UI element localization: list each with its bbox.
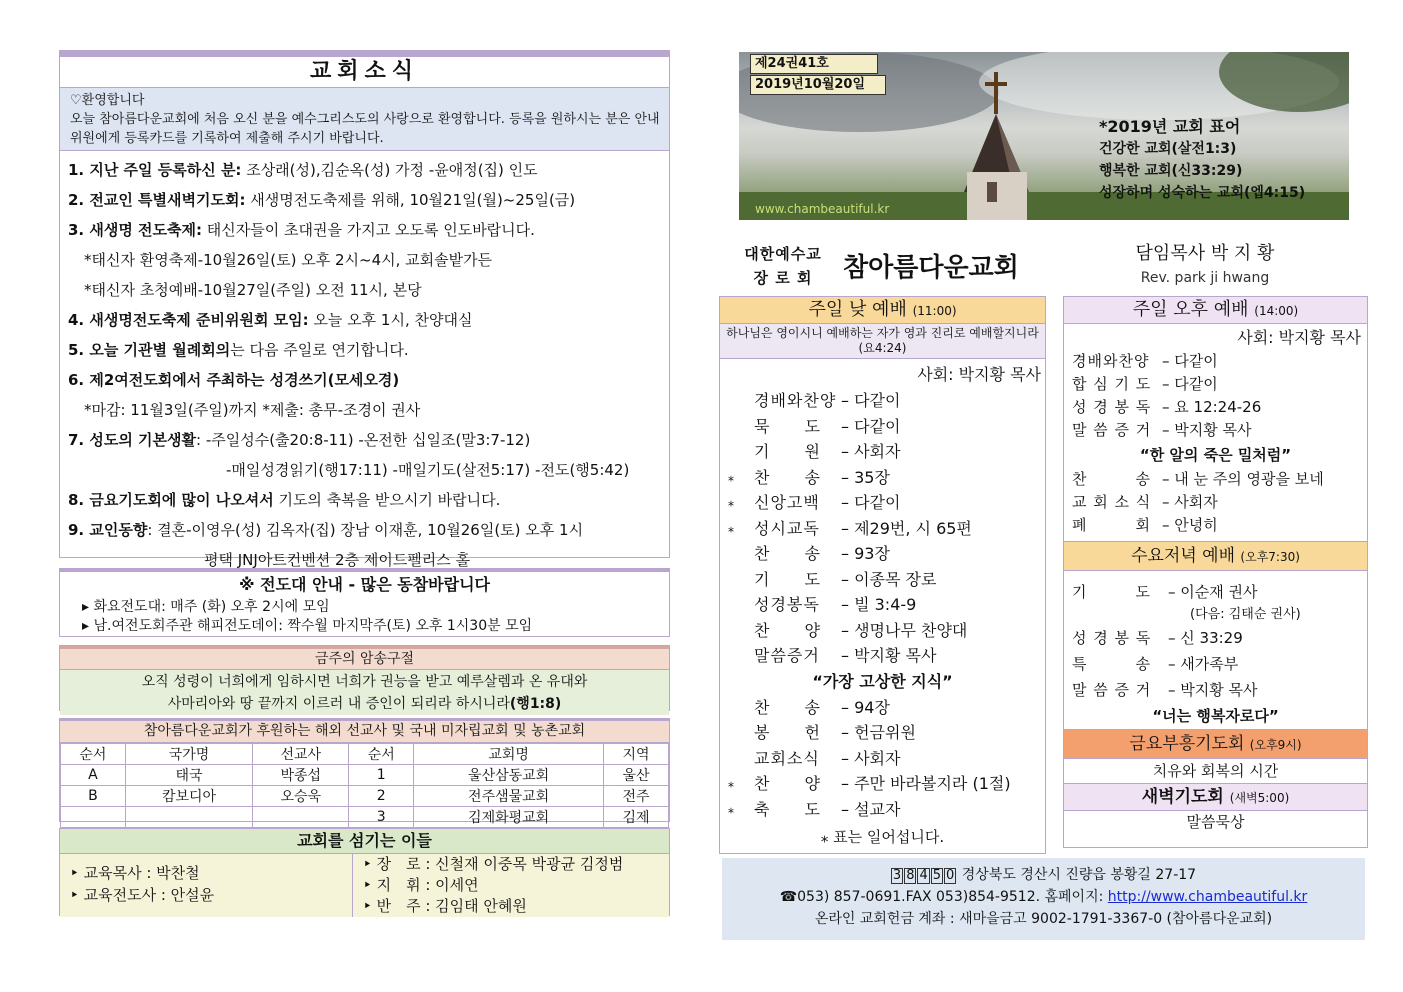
sunday-quote: 하나님은 영이시니 예배하는 자가 영과 진리로 예배할지니라(요4:24) xyxy=(720,324,1045,359)
standing-mark: ⁎ xyxy=(728,520,734,535)
order-row xyxy=(720,465,1045,491)
pastor-name: 담임목사 박 지 황 xyxy=(1135,243,1275,264)
order-label: 말씀증거 xyxy=(754,646,820,665)
order-row xyxy=(720,541,1045,567)
order-label: 성 경 봉 독 xyxy=(1072,629,1152,647)
order-row xyxy=(1064,677,1367,703)
servant-item: ‣ 교육목사 : 박찬철 xyxy=(70,864,200,882)
order-value: – 사회자 xyxy=(841,442,901,461)
issue-date: 2019년10월20일 xyxy=(750,75,886,95)
news-item xyxy=(68,215,663,245)
news-item xyxy=(68,245,663,275)
homepage-link[interactable]: http://www.chambeautiful.kr xyxy=(1107,889,1308,905)
friday-desc: 치유와 회복의 시간 xyxy=(1152,762,1279,780)
order-value: – 93장 xyxy=(841,544,890,563)
order-value: – 생명나무 찬양대 xyxy=(841,620,968,640)
missions-header: 지역 xyxy=(604,744,669,765)
news-item-text: 조상래(성),김순옥(성) 가정 -윤애정(집) 인도 xyxy=(241,161,538,179)
order-value: – 박지황 목사 xyxy=(841,646,937,665)
table-cell xyxy=(61,807,126,828)
news-item xyxy=(68,395,663,425)
servant-item: ‣ 장 로 : 신철재 이중목 박광균 김정범 xyxy=(363,855,624,873)
church-motto xyxy=(1099,116,1305,204)
motto-line: 행복한 교회(신33:29) xyxy=(1099,163,1243,179)
dawn-title-text: 새벽기도회 xyxy=(1141,787,1224,807)
order-label: 묵 도 xyxy=(754,416,821,436)
order-label: 축 도 xyxy=(754,799,821,819)
evangelism-line: ▸ 화요전도대: 매주 (화) 오후 2시에 모임 xyxy=(82,599,330,615)
order-label: 합 심 기 도 xyxy=(1072,375,1152,393)
order-row xyxy=(1064,419,1367,442)
news-item xyxy=(68,455,663,485)
order-row xyxy=(720,643,1045,669)
news-item-text: 기도의 축복을 받으시기 바랍니다. xyxy=(273,491,501,509)
table-cell: 캄보디아 xyxy=(125,786,252,807)
order-row xyxy=(720,567,1045,593)
dawn-desc: 말씀묵상 xyxy=(1186,813,1245,831)
cover-banner xyxy=(739,52,1349,220)
missions-table xyxy=(60,743,669,828)
order-value: – 다같이 xyxy=(841,391,901,410)
order-value: – 다같이 xyxy=(1162,375,1218,393)
address-line xyxy=(722,864,1365,886)
news-item-bold: 6. 제2여전도회에서 주최하는 성경쓰기(모세오경) xyxy=(68,371,400,389)
order-label: 기 도 xyxy=(1072,583,1151,601)
sunday-leader: 사회: 박지황 목사 xyxy=(917,365,1041,384)
order-row xyxy=(720,414,1045,440)
news-item-bold: 1. 지난 주일 등록하신 분: xyxy=(68,161,242,179)
sunday-time: (11:00) xyxy=(912,304,957,318)
order-row xyxy=(1064,579,1367,605)
order-value: – 박지황 목사 xyxy=(1168,681,1258,699)
news-items xyxy=(60,151,669,575)
order-label: 찬 송 xyxy=(754,544,821,563)
news-item-text: 새생명전도축제를 위해, 10월21일(월)~25일(금) xyxy=(245,191,576,209)
order-value: – 제29번, 시 65편 xyxy=(841,518,972,538)
wednesday-sermon-title: “너는 행복자로다” xyxy=(1152,707,1279,725)
church-news-box xyxy=(59,50,670,569)
servants-body xyxy=(60,854,669,917)
order-value: – 안녕히 xyxy=(1162,516,1218,534)
memory-verse-ref: (행1:8) xyxy=(509,696,562,712)
table-cell: 울산삼동교회 xyxy=(414,765,604,786)
order-row xyxy=(720,388,1045,414)
afternoon-leader: 사회: 박지황 목사 xyxy=(1237,328,1361,347)
evangelism-line: ▸ 남.여전도회주관 해피전도데이: 짝수월 마지막주(토) 오후 1시30분 모임 xyxy=(82,618,533,634)
afternoon-service-title xyxy=(1064,297,1367,324)
news-item-bold: 4. 새생명전도축제 준비위원회 모임: xyxy=(68,311,309,329)
order-label: 찬 송 xyxy=(1072,470,1151,488)
sunday-sermon-title: “가장 고상한 지식” xyxy=(812,671,953,691)
motto-line: 건강한 교회(살전1:3) xyxy=(1099,141,1237,157)
order-label: 교회소식 xyxy=(754,748,820,768)
order-row xyxy=(720,490,1045,516)
news-item-bold: 3. 새생명 전도축제: xyxy=(68,221,203,239)
denomination-line: 장 로 회 xyxy=(753,269,813,287)
order-label: 찬 양 xyxy=(754,774,821,793)
zip-digit: 5 xyxy=(932,868,942,883)
table-cell: 3 xyxy=(349,807,414,828)
table-cell: 2 xyxy=(349,786,414,807)
news-item-text: : 결혼-이영우(성) 김옥자(집) 장남 이재훈, 10월26일(토) 오후 1시 xyxy=(147,521,584,539)
table-cell: 전주 xyxy=(604,786,669,807)
afternoon-order xyxy=(1064,350,1367,442)
sunday-service-box xyxy=(719,296,1046,854)
order-value: (다음: 김태순 권사) xyxy=(1190,607,1301,622)
news-item-text: *태신자 환영축제-10월26일(토) 오후 2시~4시, 교회솔밭가든 xyxy=(84,251,493,269)
sunday-order-2 xyxy=(720,695,1045,823)
table-cell: B xyxy=(61,786,126,807)
afternoon-service-box xyxy=(1063,296,1368,848)
dawn-time: (새벽5:00) xyxy=(1229,791,1290,805)
order-value: – 헌금위원 xyxy=(841,723,916,742)
order-value: – 주만 바라볼지라 (1절) xyxy=(841,774,1011,793)
wednesday-time: (오후7:30) xyxy=(1240,550,1300,564)
news-item xyxy=(68,515,663,545)
table-cell: 1 xyxy=(349,765,414,786)
banner-url: www.chambeautiful.kr xyxy=(755,202,890,216)
order-label: 성경봉독 xyxy=(754,595,820,614)
missions-header: 순서 xyxy=(349,744,414,765)
order-label: 신앙고백 xyxy=(754,493,820,512)
phone-fax: ☎053) 857-0691.FAX 053)854-9512. 홈페이지: xyxy=(779,889,1108,905)
memory-verse-text xyxy=(60,670,669,715)
order-value: – 이순재 권사 xyxy=(1168,583,1258,601)
order-label: 기 원 xyxy=(754,442,821,461)
denomination xyxy=(733,242,833,290)
order-label: 찬 송 xyxy=(754,697,821,717)
table-row xyxy=(61,765,669,786)
news-title: 교회소식 xyxy=(60,57,669,88)
table-cell: 김제 xyxy=(604,807,669,828)
memory-verse-line2: 사마리아와 땅 끝까지 이르러 내 증인이 되리라 하시니라 xyxy=(167,696,510,712)
standing-mark: ⁎ xyxy=(728,469,734,484)
news-item-text: *태신자 초청예배-10월27일(주일) 오전 11시, 본당 xyxy=(84,281,422,299)
welcome-heading: ♡환영합니다 xyxy=(70,93,145,108)
order-label: 특 송 xyxy=(1072,655,1151,673)
servant-item: ‣ 반 주 : 김임태 안혜원 xyxy=(363,897,527,915)
evangelism-box xyxy=(59,568,670,637)
order-row xyxy=(720,618,1045,644)
order-row xyxy=(720,771,1045,797)
welcome-text: 오늘 참아름다운교회에 처음 오신 분을 예수그리스도의 사랑으로 환영합니다. 등록을 원하시는 분은 안내위원에게 등록카드를 기록하여 제출해 주시기 바랍니다. xyxy=(70,112,660,146)
table-cell xyxy=(125,807,252,828)
order-label: 말 씀 증 거 xyxy=(1072,681,1152,699)
order-row xyxy=(720,746,1045,772)
servants-right xyxy=(353,854,623,917)
servants-box xyxy=(59,828,670,916)
contact-line xyxy=(722,886,1365,908)
order-row xyxy=(1064,605,1367,625)
afternoon-title-text: 주일 오후 예배 xyxy=(1132,299,1249,320)
friday-time: (오후9시) xyxy=(1249,738,1302,752)
order-row xyxy=(720,695,1045,721)
order-label: 경배와찬양 xyxy=(1072,352,1150,370)
missions-header-row xyxy=(61,744,669,765)
servants-title: 교회를 섬기는 이들 xyxy=(60,829,669,854)
news-item-bold: 5. 오늘 기관별 월례회의 xyxy=(68,341,231,359)
table-cell: 울산 xyxy=(604,765,669,786)
order-value: – 새가족부 xyxy=(1168,655,1239,673)
order-row xyxy=(1064,514,1367,537)
order-value: – 신 33:29 xyxy=(1168,629,1243,647)
servant-item: ‣ 지 휘 : 이세연 xyxy=(363,876,479,894)
sunday-order xyxy=(720,388,1045,669)
missions-header: 순서 xyxy=(61,744,126,765)
order-label: 성 경 봉 독 xyxy=(1072,398,1152,416)
news-item-bold: 2. 전교인 특별새벽기도회: xyxy=(68,191,246,209)
memory-verse-line: 오직 성령이 너희에게 임하시면 너희가 권능을 받고 예루살렘과 온 유대와 xyxy=(141,674,588,690)
offering-account: 온라인 교회헌금 계좌 : 새마을금고 9002-1791-3367-0 (참아름다운교회) xyxy=(814,911,1273,927)
news-item xyxy=(68,275,663,305)
sunday-title-text: 주일 낮 예배 xyxy=(808,299,907,320)
order-value: – 다같이 xyxy=(841,493,901,512)
zip-digit: 3 xyxy=(892,868,902,883)
order-row xyxy=(720,720,1045,746)
order-value: – 이종목 장로 xyxy=(841,569,937,589)
order-row xyxy=(1064,350,1367,373)
order-row xyxy=(1064,396,1367,419)
table-cell: A xyxy=(61,765,126,786)
missions-table-body xyxy=(61,765,669,828)
order-value: – 사회자 xyxy=(841,748,901,768)
news-item-text: : -주일성수(출20:8-11) -온전한 십일조(말3:7-12) xyxy=(196,431,531,449)
servant-item: ‣ 교육전도사 : 안설윤 xyxy=(70,886,215,904)
motto-line: 성장하며 성숙하는 교회(엡4:15) xyxy=(1099,185,1306,201)
table-cell: 태국 xyxy=(125,765,252,786)
order-row xyxy=(1064,373,1367,396)
news-item-bold: 8. 금요기도회에 많이 나오셔서 xyxy=(68,491,274,509)
standing-mark: ⁎ xyxy=(728,495,734,509)
news-item xyxy=(68,425,663,455)
missions-title: 참아름다운교회가 후원하는 해외 선교사 및 국내 미자립교회 및 농촌교회 xyxy=(60,721,669,743)
table-row xyxy=(61,807,669,828)
dawn-prayer-title xyxy=(1064,783,1367,811)
news-item-text: 평택 JNJ아트컨벤션 2층 제이드펠리스 홀 xyxy=(204,551,471,569)
afternoon-sermon-title: “한 알의 죽은 밀처럼” xyxy=(1139,446,1292,464)
friday-prayer-title xyxy=(1064,729,1367,759)
denomination-line: 대한예수교 xyxy=(744,245,822,263)
order-row xyxy=(720,592,1045,618)
table-cell xyxy=(253,807,349,828)
table-cell: 박종섭 xyxy=(253,765,349,786)
order-value: – 박지황 목사 xyxy=(1162,421,1252,439)
zip-code xyxy=(891,867,957,883)
order-row xyxy=(720,516,1045,542)
news-item-text: 는 다음 주일로 연기합니다. xyxy=(230,341,409,359)
memory-verse-line xyxy=(60,693,669,715)
news-item xyxy=(68,335,663,365)
news-item xyxy=(68,485,663,515)
news-item xyxy=(68,305,663,335)
order-row xyxy=(720,439,1045,465)
order-label: 찬 송 xyxy=(754,467,821,487)
order-label: 봉 헌 xyxy=(754,723,821,742)
zip-digit: 8 xyxy=(906,868,915,883)
order-value: – 사회자 xyxy=(1162,493,1218,511)
news-item xyxy=(68,155,663,185)
order-value: – 94장 xyxy=(841,697,890,717)
order-value: – 다같이 xyxy=(841,416,901,436)
pastor-name-en: Rev. park ji hwang xyxy=(1140,270,1270,286)
order-row xyxy=(720,797,1045,823)
order-value: – 35장 xyxy=(841,467,890,487)
order-row xyxy=(1064,491,1367,514)
table-cell: 김제화평교회 xyxy=(414,807,604,828)
address-text: 경상북도 경산시 진량읍 봉황길 27-17 xyxy=(961,867,1197,883)
zip-digit: 4 xyxy=(919,868,928,883)
motto-title: *2019년 교회 표어 xyxy=(1099,117,1241,136)
memory-verse-box xyxy=(59,645,670,711)
order-value: – 내 눈 주의 영광을 보네 xyxy=(1162,470,1324,488)
table-cell: 오승욱 xyxy=(253,786,349,807)
wednesday-service-title xyxy=(1064,541,1367,571)
order-value: – 빌 3:4-9 xyxy=(841,595,917,614)
wednesday-order xyxy=(1064,579,1367,703)
table-cell: 전주샘물교회 xyxy=(414,786,604,807)
afternoon-order-2 xyxy=(1064,468,1367,537)
table-row xyxy=(61,786,669,807)
issue-number: 제24권41호 xyxy=(750,54,878,74)
missions-header: 선교사 xyxy=(253,744,349,765)
news-item-bold: 9. 교인동향 xyxy=(68,521,148,539)
afternoon-time: (14:00) xyxy=(1254,304,1299,318)
order-label: 말 씀 증 거 xyxy=(1072,421,1152,439)
order-value: – 다같이 xyxy=(1162,352,1218,370)
welcome-section xyxy=(60,88,669,151)
order-row xyxy=(1064,468,1367,491)
order-label: 기 도 xyxy=(754,569,821,589)
evangelism-title: ※ 전도대 안내 - 많은 동참바랍니다 xyxy=(239,575,490,594)
church-name: 참아름다운교회 xyxy=(843,253,1019,283)
standing-note: ⁎ 표는 일어섭니다. xyxy=(820,828,945,846)
missions-box xyxy=(59,718,670,826)
wednesday-title-text: 수요저녁 예배 xyxy=(1131,546,1236,566)
order-label: 교 회 소 식 xyxy=(1072,493,1152,511)
order-value: – 설교자 xyxy=(841,799,901,819)
order-value: – 요 12:24-26 xyxy=(1162,398,1262,416)
news-item-text: 태신자들이 초대권을 가지고 오도록 인도바랍니다. xyxy=(202,221,535,239)
missions-header: 교회명 xyxy=(414,744,604,765)
order-label: 경배와찬양 xyxy=(754,391,837,410)
memory-verse-title: 금주의 암송구절 xyxy=(60,646,669,670)
order-label: 찬 양 xyxy=(754,620,821,640)
pastor-info xyxy=(1115,242,1295,290)
friday-title-text: 금요부흥기도회 xyxy=(1129,734,1245,754)
news-item-text: -매일성경읽기(행17:11) -매일기도(살전5:17) -전도(행5:42) xyxy=(226,461,630,479)
standing-mark: ⁎ xyxy=(728,776,734,790)
order-label: 성시교독 xyxy=(754,518,820,538)
missions-header: 국가명 xyxy=(125,744,252,765)
news-item xyxy=(68,365,663,395)
news-item-text: 오늘 오후 1시, 찬양대실 xyxy=(308,311,473,329)
servants-left xyxy=(60,854,353,917)
news-item xyxy=(68,185,663,215)
sunday-service-title xyxy=(720,297,1045,324)
order-row xyxy=(1064,651,1367,677)
address-box xyxy=(722,858,1365,940)
zip-digit: 0 xyxy=(946,868,955,883)
news-item-bold: 7. 성도의 기본생활 xyxy=(68,431,197,449)
news-item-text: *마감: 11월3일(주일)까지 *제출: 총무-조경이 권사 xyxy=(84,401,421,419)
order-label: 폐 회 xyxy=(1072,516,1151,534)
order-row xyxy=(1064,625,1367,651)
standing-mark: ⁎ xyxy=(728,801,734,816)
